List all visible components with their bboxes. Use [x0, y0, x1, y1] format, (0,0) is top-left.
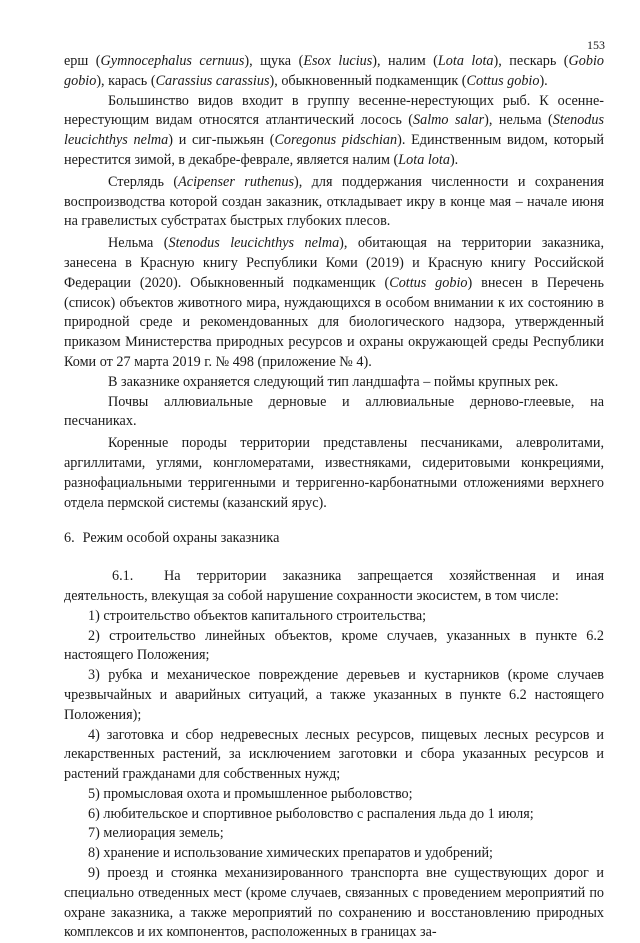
paragraph-red-book: Нельма (Stenodus leucichthys nelma), обитающая на территории заказника, занесена в Красную книгу Республики Коми (2019) и Красную книгу Российской Федерации (2020). Обыкновенный подкаменщик (Cottus gobio) внесен в Перечень (список) объектов животного мира, нуждающихся в особом внимании к их состоянию в природной среде и рекомендованных для биологического надзора, утвержденный приказом Министерства природных ресурсов и охраны окружающей среды Республики Коми от 27 марта 2019 г. № 498 (приложение № 4).: [64, 235, 605, 370]
list-item: 5) промысловая охота и промышленное рыболовство;: [88, 785, 413, 802]
list-item: 9) проезд и стоянка механизированного транспорта вне существующих дорог и специально отведенных мест (кроме случаев, связанных с проведением мероприятий по охране заказника, а также мероприятий по сохранению и восстановлению природных комплексов и их компонентов, расположенных в границах за-: [64, 865, 604, 941]
clause-intro: 6.1. На территории заказника запрещается хозяйственная и иная деятельность, влекущая за собой нарушение сохранности экосистем, в том числе:: [64, 568, 604, 604]
paragraph-spawning-groups: Большинство видов входит в группу весенне-нерестующих рыб. К осенне-нерестующим видам относятся атлантический лосось (Salmo salar), нельма (Stenodus leucichthys nelma) и сиг-пыжьян (Coregonus pidschian). Единственным видом, который нерестится зимой, в декабре-феврале, является налим (Lota lota).: [64, 92, 605, 168]
page-number: 153: [587, 38, 605, 52]
document-body: [64, 52, 604, 943]
paragraph-bedrock: Коренные породы территории представлены песчаниками, алевролитами, аргиллитами, углями, конгломератами, известняками, сидеритовыми конкрециями, разнофациальными терригенными и терригенно-карбонатными отложениями верхнего отдела пермской системы (казанский ярус).: [64, 435, 604, 511]
paragraph-landscape-type: В заказнике охраняется следующий тип ландшафта – поймы крупных рек.: [108, 373, 559, 390]
list-item: 8) хранение и использование химических препаратов и удобрений;: [88, 845, 493, 862]
paragraph-soils: Почвы аллювиальные дерновые и аллювиальные дерново-глеевые, на песчаниках.: [64, 393, 604, 430]
list-item: 7) мелиорация земель;: [88, 825, 224, 842]
section-heading: 6. Режим особой охраны заказника: [64, 530, 280, 547]
paragraph-fish-species-list: ерш (Gymnocephalus cernuus), щука (Esox lucius), налим (Lota lota), пескарь (Gobio gobio), карась (Carassius carassius), обыкновенный подкаменщик (Cottus gobio).: [64, 53, 604, 89]
list-item: 6) любительское и спортивное рыболовство с распаления льда до 1 июля;: [88, 805, 534, 822]
paragraph-sterlet: Стерлядь (Acipenser ruthenus), для поддержания численности и сохранения воспроизводства которой создан заказник, откладывает икру в конце мая – начале июня на гравелистых субстратах быстрых глубоких плесов.: [64, 173, 604, 230]
list-item: 3) рубка и механическое повреждение деревьев и кустарников (кроме случаев чрезвычайных и аварийных ситуаций, а также указанных в пункте 6.2 настоящего Положения);: [64, 667, 604, 723]
list-item: 2) строительство линейных объектов, кроме случаев, указанных в пункте 6.2 настоящего Положения;: [64, 627, 604, 664]
list-item: 1) строительство объектов капитального строительства;: [88, 607, 427, 624]
list-item: 4) заготовка и сбор недревесных лесных ресурсов, пищевых лесных ресурсов и лекарственных растений, за исключением заготовки и сбора указанных ресурсов и растений гражданами для собственных нужд;: [64, 726, 604, 783]
